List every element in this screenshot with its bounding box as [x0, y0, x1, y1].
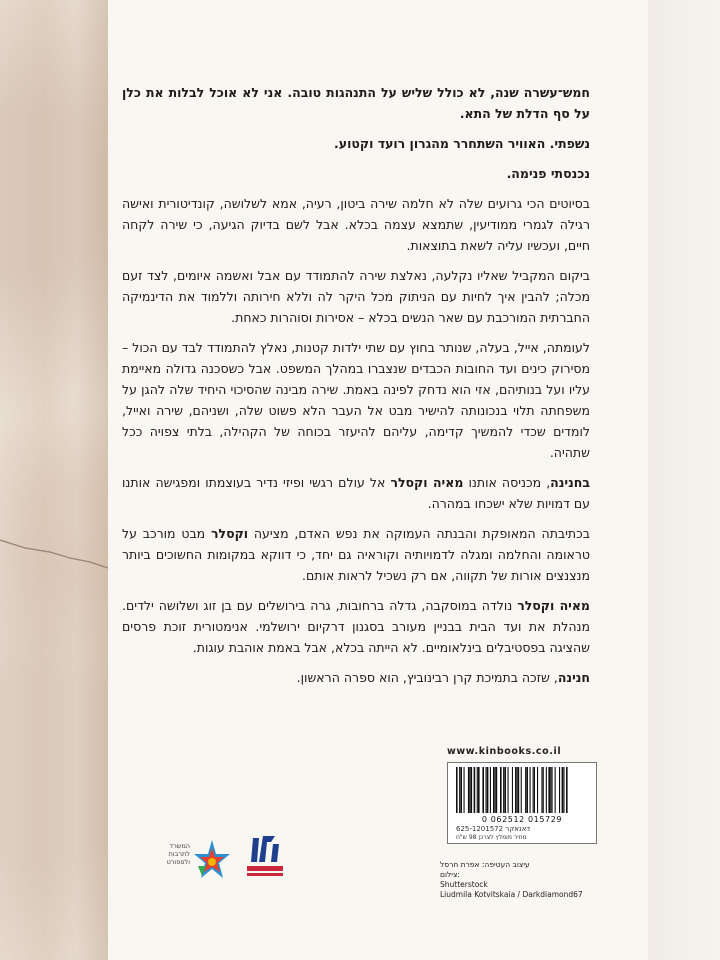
book-spine: [0, 0, 108, 960]
publisher-url: www.kinbooks.co.il: [447, 746, 562, 757]
barcode-icon: [454, 767, 590, 815]
blurb-text: , מכניסה אותנו: [463, 475, 551, 490]
blurb-paragraph: ביקום המקביל שאליו נקלעה, נאלצת שירה להתמודד עם אבל ואשמה איומים, לצד זעם מכלה; להבין איך לחיות עם הניתוק מכל היקר לה וללא חירותה וללמוד את הדינמיקה החברתית המורכבת עם שאר הנשים בכלא – אסירות וסוהרות כאחת.: [122, 268, 590, 325]
credit-line: עיצוב העטיפה: אפרת חרסל: [440, 860, 530, 869]
suggested-price: מחיר מומלץ לצרכן 98 ש"ח: [456, 834, 527, 841]
book-note: [122, 667, 590, 688]
cover-credits: [440, 860, 590, 900]
catalog-number: 625-1201572 דאנאקר: [456, 825, 531, 833]
blurb-paragraph: בסיוטים הכי גרועים שלה לא חלמה שירה ביטון, רעיה, אמא לשלושה, קונדיטורית ואישה רגילה לגמרי ממודיעין, שתמצא עצמה בכלא. אבל לשם בדיוק הגיעה, כי שירה לקחה חיים, ועכשיו עליה לשאת בתוצאות.: [122, 196, 590, 253]
book-title-mention: חנינה: [557, 670, 590, 685]
blurb-paragraph: [122, 523, 590, 586]
credit-line: צילום:: [440, 870, 460, 879]
blurb-text: מבט מורכב על טראומה והחלמה ומגלה לדמויותיה וקוראיה גם יחד, כי דווקא במקומות החשוכים ביותר מנצנצים אורות של תקווה, אם רק נשכיל לראות אותם.: [122, 526, 590, 583]
blurb-text: בכתיבתה המאופקת והבנתה העמוקה את נפש האדם, מציעה: [248, 526, 590, 541]
foundation-logo-icon: [245, 832, 285, 880]
author-name: מאיה וקסלר: [517, 598, 590, 613]
blurb-quote-3: נכנסתי פנימה.: [506, 166, 590, 181]
blurb-paragraph: [122, 472, 590, 514]
barcode-number: 0 062512 015729: [481, 815, 563, 824]
note-text: , שזכה בתמיכת קרן רבינוביץ, הוא ספרה הראשון.: [296, 670, 558, 685]
blurb-quote-2: נשפתי. האוויר השתחרר מהגרון רועד וקטוע.: [334, 136, 590, 151]
credit-line: Liudmila Kotvitskaia / Darkdiamond67: [440, 890, 583, 899]
blurb-paragraph: לעומתה, אייל, בעלה, שנותר בחוץ עם שתי ילדות קטנות, נאלץ להתמודד לבד עם הכול – מסירוק כינים ועד החובות הכבדים שנצברו במהלך המשפט. אבל כשסכנה גדולה מאיימת עליו ועל בנותיהם, אזי הוא נדחק לפינה באמת. שירה מבינה שהסיכוי היחיד שלה להגן על משפחתה תלוי בנכונותה להישיר מבט אל העבר הלא פשוט שלה, ושניהם, שירה ואייל, לומדים שכדי להמשיך קדימה, עליהם להיעזר בכוחה של הקהילה, בלתי צפויה ככל שתהיה.: [122, 340, 590, 460]
credit-line: Shutterstock: [440, 880, 488, 889]
stone-crack: [0, 510, 108, 570]
author-name: מאיה וקסלר: [390, 475, 464, 490]
barcode-panel: [447, 762, 597, 844]
bio-text: נולדה במוסקבה, גדלה ברחובות, גרה בירושלים עם בן זוג ושלושה ילדים. מנהלת את ועד הבית בבניין מעורב בסגנון דרקיום ירושלמי. אנימטורית זוכת פרסים שהציגה בפסטיבלים בינלאומיים. לא הייתה בכלא, אבל באמת אוהבת עוגות.: [122, 598, 590, 655]
blurb-text: אל עולם רגשי ופיזי נדיר בעוצמתו ומפגישה אותנו עם דמויות שלא ישכחו במהרה.: [122, 475, 590, 511]
blurb-quote: חמש־עשרה שנה, לא כולל שליש על התנהגות טובה. אני לא אוכל לבלות את כלן על סף הדלת של התא.: [122, 85, 590, 121]
ministry-logo-text: המשרד לתרבות ולספורט: [166, 842, 190, 866]
cover-edge: [648, 0, 720, 960]
author-bio: [122, 595, 590, 658]
back-cover-blurb: [122, 82, 590, 697]
author-name: וקסלר: [210, 526, 249, 541]
book-title-mention: בחנינה: [550, 475, 590, 490]
